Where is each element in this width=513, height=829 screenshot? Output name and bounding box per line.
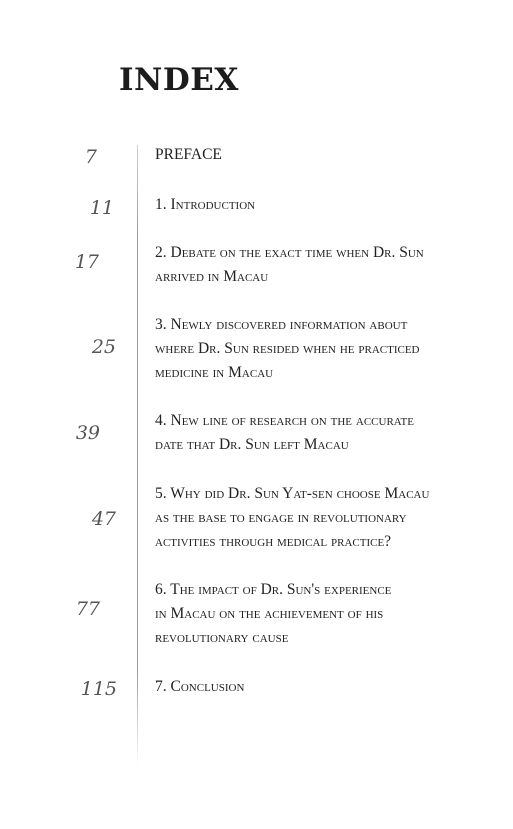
entry-title	[155, 409, 490, 457]
entry-title	[155, 241, 490, 289]
entry-page-number: 25	[91, 336, 116, 358]
vertical-divider	[137, 145, 138, 765]
entry-page-number: 17	[74, 251, 99, 273]
entry-page-number: 115	[80, 678, 117, 700]
entry-title-line: in Macau on the achievement of his	[155, 605, 384, 622]
entry-title-line: PREFACE	[155, 146, 222, 163]
entry-title-line: revolutionary cause	[155, 629, 289, 646]
entry-page-number: 11	[89, 197, 114, 219]
entry-page-number: 7	[84, 146, 97, 168]
entry-title-line: arrived in Macau	[155, 268, 269, 285]
entry-title-line: 2. Debate on the exact time when Dr. Sun	[155, 244, 424, 261]
entry-page-number: 39	[75, 422, 100, 444]
entry-title-line: 1. Introduction	[155, 196, 256, 213]
entry-title	[155, 143, 490, 167]
entry-title	[155, 313, 490, 385]
entry-title-line: 5. Why did Dr. Sun Yat-sen choose Macau	[155, 485, 430, 502]
entry-page-number: 47	[91, 508, 116, 530]
entry-title	[155, 578, 490, 650]
page-title: INDEX	[119, 62, 239, 98]
entry-title-line: 4. New line of research on the accurate	[155, 412, 414, 429]
entry-title	[155, 193, 490, 217]
entry-title-line: medicine in Macau	[155, 364, 274, 381]
entry-title-line: date that Dr. Sun left Macau	[155, 436, 349, 453]
entry-page-number: 77	[75, 598, 100, 620]
entry-title	[155, 482, 490, 554]
entry-title-line: where Dr. Sun resided when he practiced	[155, 340, 420, 357]
entry-title-line: 6. The impact of Dr. Sun's experience	[155, 581, 392, 598]
entry-title	[155, 675, 490, 699]
entry-title-line: 3. Newly discovered information about	[155, 316, 408, 333]
entry-title-line: 7. Conclusion	[155, 678, 245, 695]
entry-title-line: activities through medical practice?	[155, 533, 392, 550]
entry-title-line: as the base to engage in revolutionary	[155, 509, 407, 526]
